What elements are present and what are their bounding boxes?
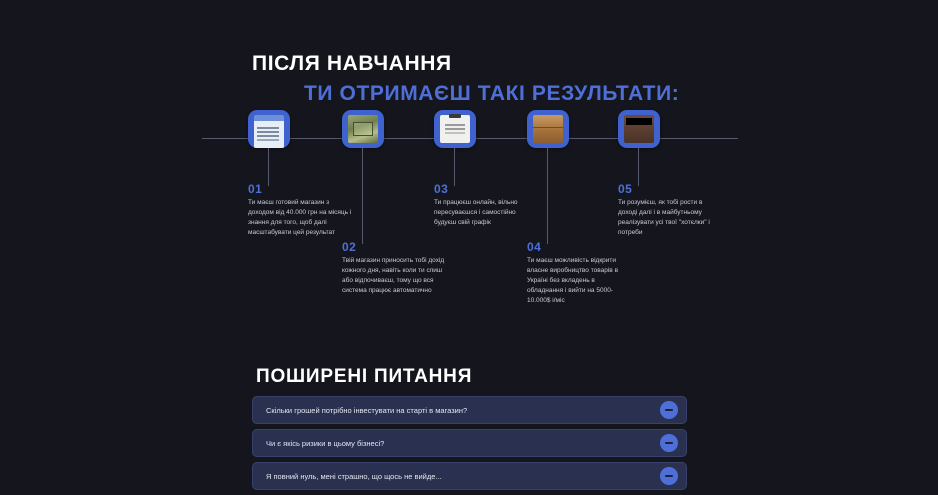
minus-icon[interactable]: [660, 467, 678, 485]
money-icon: [342, 110, 384, 148]
shelf-icon: [618, 110, 660, 148]
milestone-stem: [547, 148, 548, 244]
milestone-number: 02: [342, 240, 357, 254]
document-icon: [248, 110, 290, 148]
results-heading: [252, 52, 852, 106]
milestone-text: Ти маєш готовий магазин з доходом від 40.000 грн на місяць і знання для того, щоб далі масштабувати цей результат: [248, 199, 352, 236]
clipboard-icon: [434, 110, 476, 148]
milestone-number: 01: [248, 182, 263, 196]
faq-question: Чи є якісь ризики в цьому бізнесі?: [266, 438, 385, 448]
faq-question: Я повний нуль, мені страшно, що щось не вийде...: [266, 471, 442, 481]
milestone-text: Ти розумієш, як тобі рости в доході далі і в майбутньому реалізувати усі твої "хотєлки" і потреби: [618, 199, 710, 236]
milestone-stem: [268, 148, 269, 186]
faq-item[interactable]: [252, 396, 687, 424]
milestone-stem: [638, 148, 639, 186]
faq-item[interactable]: [252, 462, 687, 490]
faq-question: Скільки грошей потрібно інвестувати на старті в магазин?: [266, 405, 468, 415]
boxes-icon: [527, 110, 569, 148]
minus-icon[interactable]: [660, 434, 678, 452]
milestone-text: Ти маєш можливість відкрити власне виробництво товарів в Україні без вкладень в обладнання і вийти на 5000-10.000$ і/міс: [527, 257, 619, 304]
faq-heading: ПОШИРЕНІ ПИТАННЯ: [256, 366, 473, 387]
results-heading-line2: ТИ ОТРИМАЄШ ТАКІ РЕЗУЛЬТАТИ:: [304, 82, 680, 105]
milestone-number: 04: [527, 240, 542, 254]
faq-list: [252, 396, 687, 495]
milestone-number: 03: [434, 182, 449, 196]
milestone-text: Твій магазин приносить тобі дохід кожного дня, навіть коли ти спиш або відпочиваєш, тому що вся система працює автоматично: [342, 257, 445, 294]
faq-item[interactable]: [252, 429, 687, 457]
milestone-number: 05: [618, 182, 633, 196]
results-heading-line1: ПІСЛЯ НАВЧАННЯ: [252, 52, 452, 75]
milestone-text: Ти працюєш онлайн, вільно пересуваєшся і самостійно будуєш свій графік: [434, 199, 518, 226]
minus-icon[interactable]: [660, 401, 678, 419]
milestone-stem: [362, 148, 363, 244]
milestone-stem: [454, 148, 455, 186]
